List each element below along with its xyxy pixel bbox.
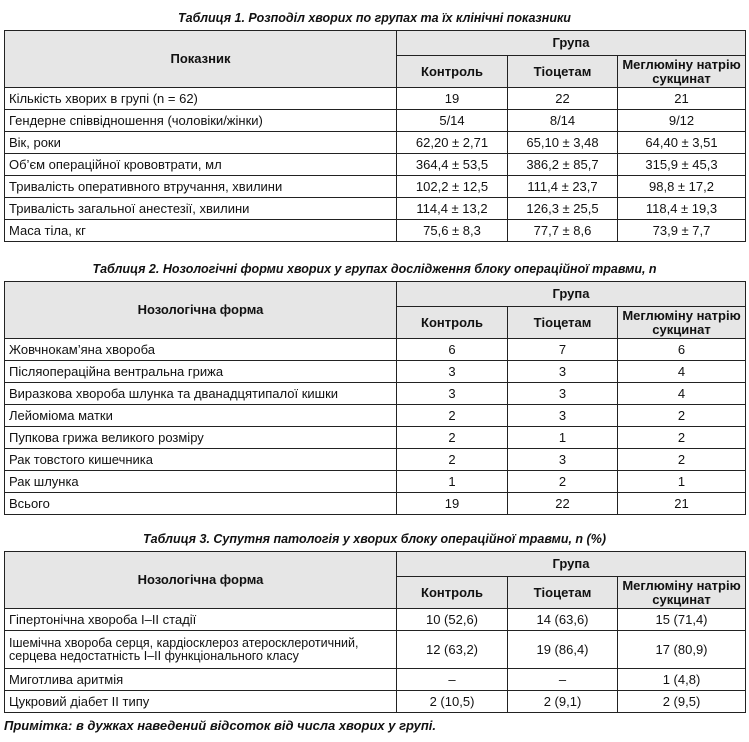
cell-value: 19 (86,4) [508,631,618,669]
cell-value: 2 [618,449,746,471]
table-row [5,361,746,383]
row-label: Гендерне співвідношення (чоловіки/жінки) [5,110,397,132]
cell-value: 3 [508,405,618,427]
cell-value: 98,8 ± 17,2 [618,176,746,198]
row-label: Всього [5,493,397,515]
row-label: Вік, роки [5,132,397,154]
cell-value: 10 (52,6) [397,609,508,631]
cell-value: 22 [508,88,618,110]
cell-value: 75,6 ± 8,3 [397,220,508,242]
cell-value: 364,4 ± 53,5 [397,154,508,176]
row-label: Пупкова грижа великого розміру [5,427,397,449]
cell-value: 2 (10,5) [397,691,508,713]
cell-value: 114,4 ± 13,2 [397,198,508,220]
table1-col-header: Тіоцетам [508,56,618,88]
table-row [5,427,746,449]
table-row [5,609,746,631]
cell-value: 19 [397,493,508,515]
table3-label-header: Нозологічна форма [5,552,397,609]
cell-value: 9/12 [618,110,746,132]
table-row [5,132,746,154]
cell-value: 19 [397,88,508,110]
table2-col-header: Контроль [397,307,508,339]
table1-label-header: Показник [5,31,397,88]
row-label: Ішемічна хвороба серця, кардіосклероз атеросклеротичний, серцева недостатність I–II функціонального класу [5,631,397,669]
cell-value: 2 [397,427,508,449]
table1 [4,30,746,242]
cell-value: 386,2 ± 85,7 [508,154,618,176]
cell-value: 21 [618,88,746,110]
table-row [5,449,746,471]
table1-group-header: Група [397,31,746,56]
cell-value: 5/14 [397,110,508,132]
cell-value: 6 [618,339,746,361]
cell-value: 1 [397,471,508,493]
cell-value: 77,7 ± 8,6 [508,220,618,242]
table3-group-header: Група [397,552,746,577]
cell-value: 2 (9,1) [508,691,618,713]
table2-col-header: Меглюміну натрію сукцинат [618,307,746,339]
row-label: Рак товстого кишечника [5,449,397,471]
cell-value: 14 (63,6) [508,609,618,631]
table-row [5,471,746,493]
row-label: Виразкова хвороба шлунка та дванадцятипалої кишки [5,383,397,405]
table-row [5,154,746,176]
cell-value: 4 [618,383,746,405]
table-row [5,220,746,242]
row-label: Жовчнокам’яна хвороба [5,339,397,361]
table1-col-header: Контроль [397,56,508,88]
table2 [4,281,746,515]
cell-value: 2 [397,449,508,471]
table3-col-header: Тіоцетам [508,577,618,609]
table-row [5,691,746,713]
table-row [5,493,746,515]
row-label: Цукровий діабет II типу [5,691,397,713]
row-label: Кількість хворих в групі (n = 62) [5,88,397,110]
cell-value: 62,20 ± 2,71 [397,132,508,154]
cell-value: 102,2 ± 12,5 [397,176,508,198]
cell-value: 4 [618,361,746,383]
cell-value: 65,10 ± 3,48 [508,132,618,154]
table3-caption: Таблиця 3. Супутня патологія у хворих блоку операційної травми, n (%) [143,532,606,546]
row-label: Тривалість загальної анестезії, хвилини [5,198,397,220]
cell-value: 3 [397,361,508,383]
row-label: Гіпертонічна хвороба I–II стадії [5,609,397,631]
cell-value: 1 [618,471,746,493]
cell-value: 126,3 ± 25,5 [508,198,618,220]
cell-value: 111,4 ± 23,7 [508,176,618,198]
cell-value: 64,40 ± 3,51 [618,132,746,154]
table-row [5,383,746,405]
cell-value: 2 [618,427,746,449]
table-row [5,631,746,669]
cell-value: 1 [508,427,618,449]
row-label: Миготлива аритмія [5,669,397,691]
table1-caption: Таблиця 1. Розподіл хворих по групах та їх клінічні показники [178,11,571,25]
table2-label-header: Нозологічна форма [5,282,397,339]
table-row [5,110,746,132]
row-label: Рак шлунка [5,471,397,493]
cell-value: 3 [508,361,618,383]
table-row [5,669,746,691]
table-row [5,198,746,220]
cell-value: – [508,669,618,691]
table3 [4,551,746,713]
table1-col-header: Меглюміну натрію сукцинат [618,56,746,88]
cell-value: 15 (71,4) [618,609,746,631]
cell-value: 2 (9,5) [618,691,746,713]
row-label: Лейоміома матки [5,405,397,427]
cell-value: 17 (80,9) [618,631,746,669]
row-label: Тривалість оперативного втручання, хвилини [5,176,397,198]
row-label: Післяопераційна вентральна грижа [5,361,397,383]
cell-value: 6 [397,339,508,361]
cell-value: 73,9 ± 7,7 [618,220,746,242]
cell-value: 21 [618,493,746,515]
table3-header-row [5,552,746,577]
cell-value: 2 [397,405,508,427]
cell-value: 8/14 [508,110,618,132]
cell-value: 3 [508,383,618,405]
table2-caption: Таблиця 2. Нозологічні форми хворих у групах дослідження блоку операційної травми, n [92,262,657,276]
row-label: Маса тіла, кг [5,220,397,242]
cell-value: 118,4 ± 19,3 [618,198,746,220]
cell-value: 12 (63,2) [397,631,508,669]
cell-value: 2 [618,405,746,427]
table2-header-row [5,282,746,307]
table1-header-row [5,31,746,56]
cell-value: 7 [508,339,618,361]
table3-col-header: Контроль [397,577,508,609]
row-label: Об’єм операційної крововтрати, мл [5,154,397,176]
cell-value: 3 [397,383,508,405]
cell-value: – [397,669,508,691]
cell-value: 2 [508,471,618,493]
table-row [5,339,746,361]
cell-value: 3 [508,449,618,471]
table2-group-header: Група [397,282,746,307]
table2-col-header: Тіоцетам [508,307,618,339]
cell-value: 22 [508,493,618,515]
table-note: Примітка: в дужках наведений відсоток від числа хворих у групі. [4,718,437,733]
table-row [5,405,746,427]
table-row [5,88,746,110]
cell-value: 1 (4,8) [618,669,746,691]
cell-value: 315,9 ± 45,3 [618,154,746,176]
table-row [5,176,746,198]
table3-col-header: Меглюміну натрію сукцинат [618,577,746,609]
